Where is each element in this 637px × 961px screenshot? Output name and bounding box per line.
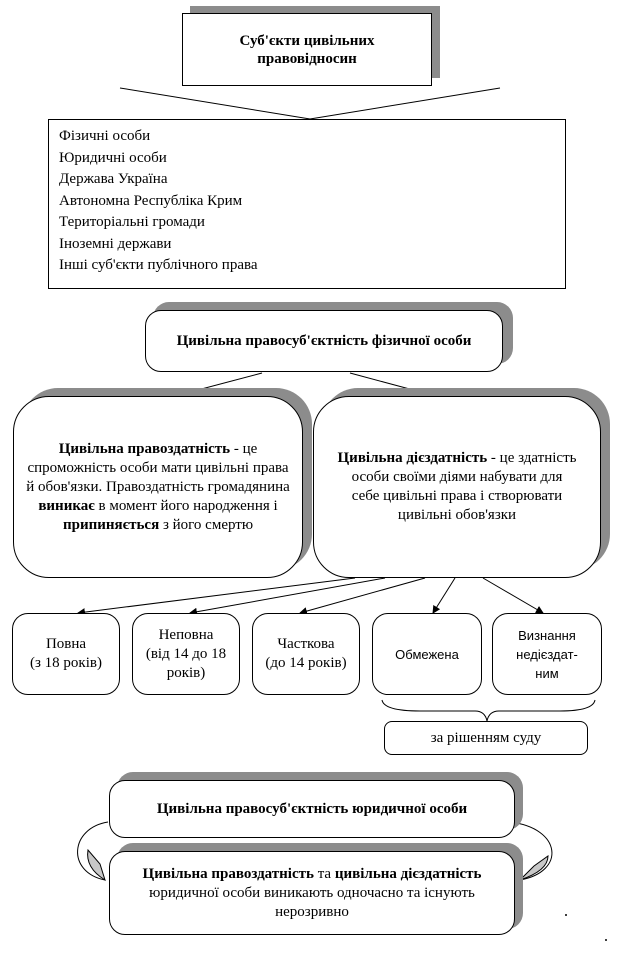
curve-left-head bbox=[88, 850, 105, 880]
list-item: Юридичні особи bbox=[59, 149, 167, 166]
legal-capacity-text: Цивільна дієздатність - це здатність особи своїми діями набувати для себе цивільні права і створювати цивільні обов'язки bbox=[337, 450, 577, 523]
type-partial: Часткова (до 14 років) bbox=[252, 613, 360, 695]
natural-person-title bbox=[145, 310, 503, 372]
type-incapable: Визнання недієздат-ним bbox=[492, 613, 602, 695]
arrow-type-partial bbox=[300, 578, 425, 613]
arrow-type-limited bbox=[433, 578, 455, 613]
title-to-list-connector bbox=[120, 88, 500, 119]
list-item: Автономна Республіка Крим bbox=[59, 192, 243, 209]
list-item: Фізичні особи bbox=[59, 128, 151, 144]
type-full: Повна (з 18 років) bbox=[12, 613, 120, 695]
type-limited: Обмежена bbox=[372, 613, 482, 695]
legal-entity-desc: Цивільна правоздатність та цивільна дієздатність юридичної особи виникають одночасно та існують нерозривно bbox=[109, 851, 515, 935]
type-incomplete: Неповна (від 14 до 18 років) bbox=[132, 613, 240, 695]
capacity-box bbox=[13, 396, 303, 578]
court-note: за рішенням суду bbox=[384, 721, 588, 755]
list-item: Іноземні держави bbox=[59, 235, 172, 252]
list-item: Інші суб'єкти публічного права bbox=[59, 257, 258, 273]
court-brace bbox=[382, 700, 595, 721]
capacity-term: Цивільна правоздатність bbox=[58, 440, 231, 457]
capacity-ends: припиняється bbox=[62, 516, 160, 533]
list-item: Територіальні громади bbox=[59, 214, 205, 230]
legal-capacity-box bbox=[313, 396, 601, 578]
list-item: Держава Україна bbox=[59, 171, 168, 187]
arrow-type-incapable bbox=[483, 578, 543, 613]
subjects-list bbox=[48, 119, 566, 289]
subjects-title-text: Суб'єкти цивільних правовідносин bbox=[239, 32, 375, 67]
curve-left bbox=[78, 822, 108, 880]
capacity-text: Цивільна правоздатність - це спроможність особи мати цивільні права й обов'язки. Правоздатність громадянина виникає в момент його народження і припиняється з його смертю bbox=[26, 440, 290, 533]
legal-entity-title: Цивільна правосуб'єктність юридичної особи bbox=[109, 780, 515, 838]
subjects-title bbox=[182, 13, 432, 86]
capacity-arises: виникає bbox=[38, 497, 95, 514]
legal-capacity-term: Цивільна дієздатність bbox=[337, 450, 488, 466]
natural-person-title-text: Цивільна правосуб'єктність фізичної особи bbox=[176, 333, 472, 349]
